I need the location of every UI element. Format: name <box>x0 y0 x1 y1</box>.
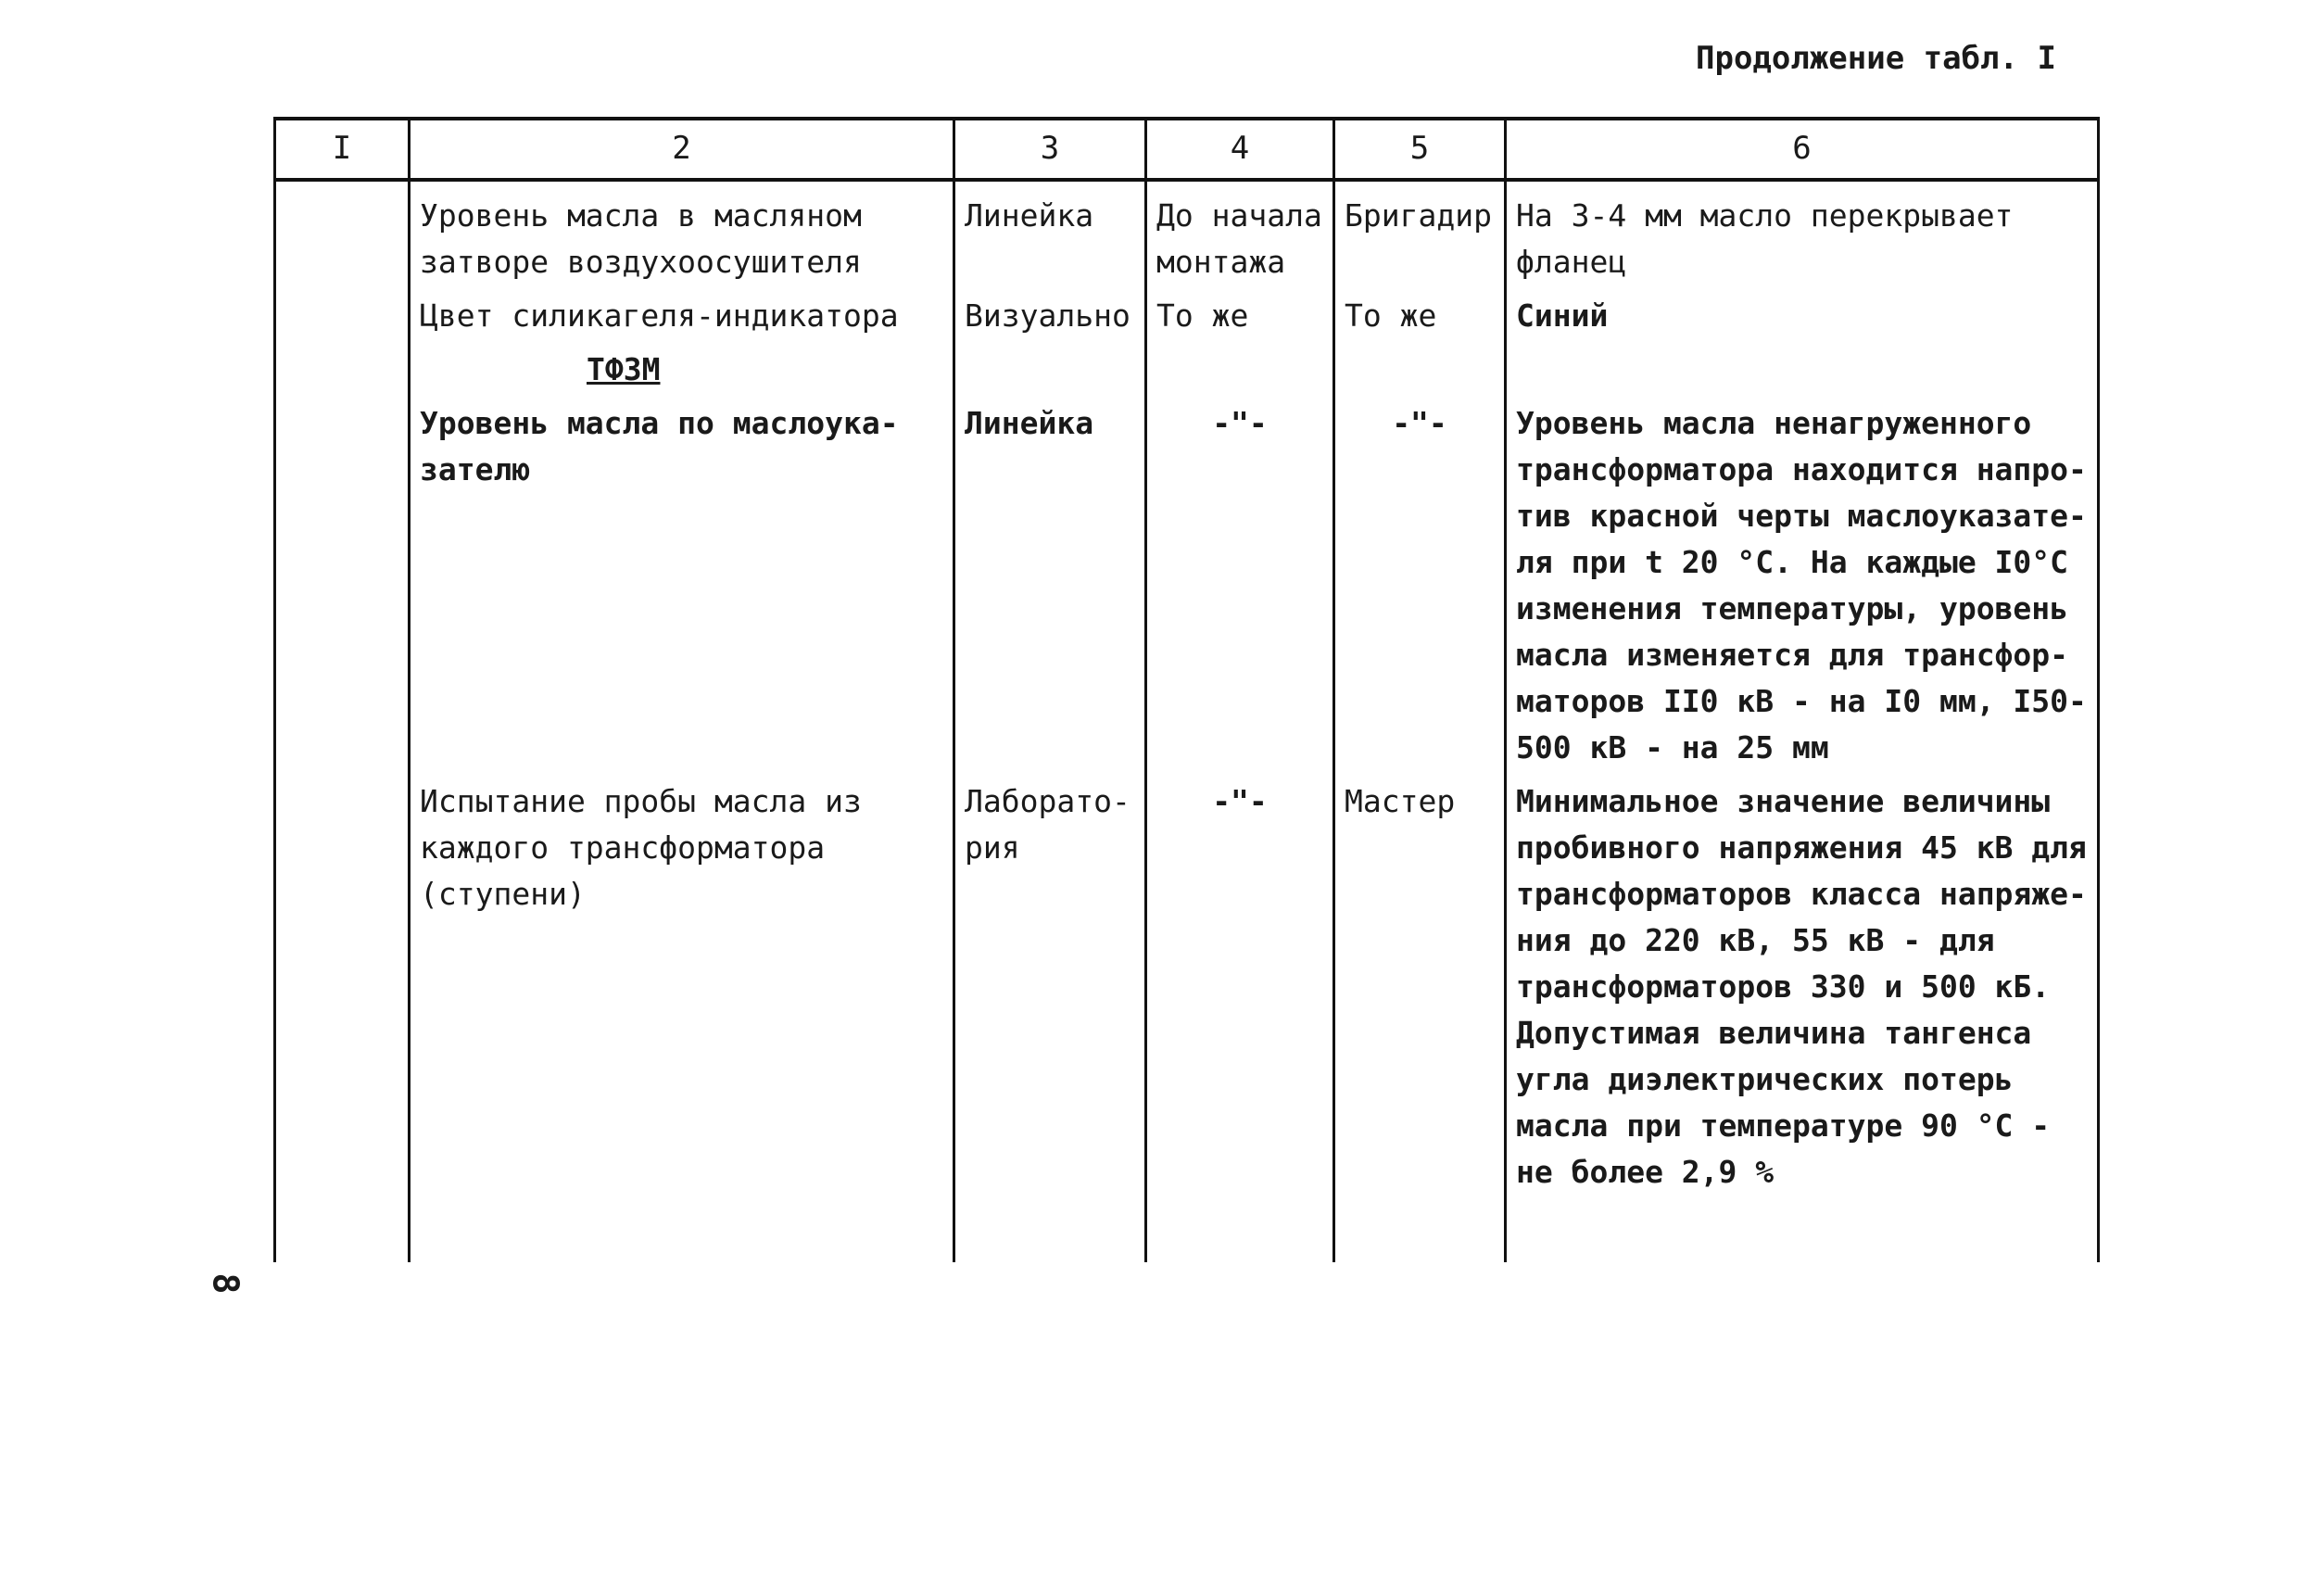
cell-method: Визуально <box>954 289 1146 343</box>
cell-index <box>275 775 410 1199</box>
cell-method: Лаборато-рия <box>954 775 1146 1199</box>
cell-method: Линейка <box>954 397 1146 775</box>
cell-when: -"- <box>1146 397 1334 775</box>
page-number: 8 <box>205 1272 246 1295</box>
cell-norm: Минимальное значение величины пробивного напряжения 45 кВ для трансформаторов класса напряже-ния до 220 кВ, 55 кВ - для трансформаторов 330 и 500 кБ. Допустимая величина тангенса угла диэлектрических потерь масла при температуре 90 °С - не более 2,9 % <box>1506 775 2099 1199</box>
table-row <box>275 775 2099 1199</box>
cell-when: До начала монтажа <box>1146 180 1334 289</box>
cell-index <box>275 397 410 775</box>
column-header: 4 <box>1146 119 1334 180</box>
table-row <box>275 180 2099 289</box>
cell-parameter: Испытание пробы масла из каждого трансформатора (ступени) <box>410 775 954 1199</box>
cell-index <box>275 289 410 343</box>
cell-norm: На 3-4 мм масло перекрывает фланец <box>1506 180 2099 289</box>
table-continuation-caption: Продолжение табл. I <box>1696 40 2056 77</box>
cell-responsible <box>1334 343 1506 397</box>
table-row <box>275 397 2099 775</box>
section-subheading <box>410 343 954 397</box>
cell-responsible <box>1334 1199 1506 1262</box>
cell-norm: Уровень масла ненагруженного трансформатора находится напро-тив красной черты маслоуказате-ля при t 20 °С. На каждые I0°С изменения температуры, уровень масла изменяется для трансфор-маторов II0 кВ - на I0 мм, I50-500 кВ - на 25 мм <box>1506 397 2099 775</box>
column-header: I <box>275 119 410 180</box>
cell-norm <box>1506 1199 2099 1262</box>
column-header: 3 <box>954 119 1146 180</box>
cell-parameter: Уровень масла в масляном затворе воздухоосушителя <box>410 180 954 289</box>
cell-method <box>954 1199 1146 1262</box>
cell-when: То же <box>1146 289 1334 343</box>
cell-parameter <box>410 1199 954 1262</box>
cell-when: -"- <box>1146 775 1334 1199</box>
cell-parameter: Цвет силикагеля-индикатора <box>410 289 954 343</box>
cell-parameter: Уровень масла по маслоука-зателю <box>410 397 954 775</box>
cell-method: Линейка <box>954 180 1146 289</box>
column-header: 5 <box>1334 119 1506 180</box>
inspection-table <box>273 117 2100 1262</box>
column-header: 6 <box>1506 119 2099 180</box>
cell-responsible: -"- <box>1334 397 1506 775</box>
cell-index <box>275 180 410 289</box>
cell-responsible: То же <box>1334 289 1506 343</box>
cell-norm <box>1506 343 2099 397</box>
cell-responsible: Мастер <box>1334 775 1506 1199</box>
cell-index <box>275 1199 410 1262</box>
table-row <box>275 343 2099 397</box>
cell-when <box>1146 1199 1334 1262</box>
column-header: 2 <box>410 119 954 180</box>
cell-norm: Синий <box>1506 289 2099 343</box>
cell-method <box>954 343 1146 397</box>
cell-when <box>1146 343 1334 397</box>
cell-responsible: Бригадир <box>1334 180 1506 289</box>
cell-index <box>275 343 410 397</box>
table-row <box>275 289 2099 343</box>
table-row <box>275 1199 2099 1262</box>
column-number-row <box>275 119 2099 180</box>
subheading-text: ТФЗМ <box>587 351 661 387</box>
